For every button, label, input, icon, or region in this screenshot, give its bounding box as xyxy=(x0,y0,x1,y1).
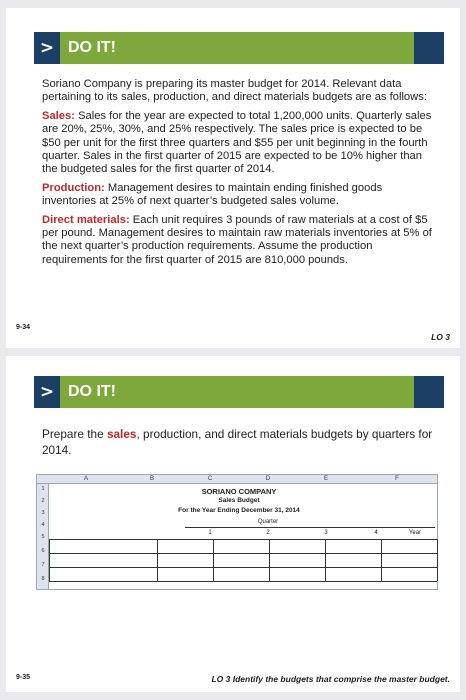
prompt-text-end: , production, and direct materials budgets by quarters for 2014. xyxy=(42,427,433,457)
chevron-right-icon: > xyxy=(34,32,60,64)
row-header: 4 xyxy=(41,522,45,528)
column-headers xyxy=(37,475,437,484)
row-header: 2 xyxy=(41,498,45,504)
row-header: 1 xyxy=(41,486,45,492)
quarter-label: Quarter xyxy=(257,519,279,525)
sales-budget-worksheet xyxy=(36,474,438,590)
budget-name: Sales Budget xyxy=(218,497,260,504)
slide-9-34 xyxy=(6,8,460,348)
learning-objective: LO 3 xyxy=(431,332,450,342)
do-it-banner xyxy=(34,376,444,408)
banner-title: DO IT! xyxy=(68,39,116,56)
column-header: F xyxy=(395,476,399,482)
learning-objective: LO 3 Identify the budgets that comprise the master budget. xyxy=(211,674,450,684)
row-header: 7 xyxy=(41,562,45,568)
quarter-3: 3 xyxy=(324,530,328,536)
row-header: 6 xyxy=(41,548,45,554)
column-header: C xyxy=(207,476,213,482)
column-header: D xyxy=(265,476,271,482)
production-label: Production: xyxy=(42,181,105,194)
company-name: SORIANO COMPANY xyxy=(201,487,277,496)
column-header: A xyxy=(83,476,88,482)
quarter-1: 1 xyxy=(208,530,212,536)
banner-title: DO IT! xyxy=(68,383,116,400)
row-header: 5 xyxy=(41,534,45,540)
banner-accent-block xyxy=(414,32,444,64)
budget-period: For the Year Ending December 31, 2014 xyxy=(178,507,300,514)
intro-paragraph: Soriano Company is preparing its master budget for 2014. Relevant data pertaining to its sales, production, and direct materials budgets are as follows: xyxy=(42,78,427,104)
column-header: E xyxy=(323,476,328,482)
exercise-prompt xyxy=(42,426,434,458)
quarter-rule xyxy=(185,527,435,528)
production-text: Management desires to maintain ending finished goods inventories at 25% of next quarter’s budgeted sales volume. xyxy=(42,181,383,208)
production-paragraph xyxy=(42,182,434,209)
slide-9-35 xyxy=(6,356,460,692)
banner-accent-block xyxy=(414,376,444,408)
page-number: 9-35 xyxy=(16,674,31,681)
quarter-4: 4 xyxy=(374,530,378,536)
year-label: Year xyxy=(408,530,422,536)
sales-label: Sales: xyxy=(42,109,75,122)
problem-text xyxy=(42,78,434,272)
materials-label: Direct materials: xyxy=(42,213,130,226)
do-it-banner xyxy=(34,32,444,64)
chevron-right-icon: > xyxy=(34,376,60,408)
sales-text: Sales for the year are expected to total 1,200,000 units. Quarterly sales are 20%, 25%, 30%, and 25% respectively. The sales price is expected to be $50 per unit for the first three quarters and $55 per unit beginning in the fourth quarter. Sales in the first quarter of 2015 are expected to be 10% higher than the budgeted sales for the first quarter of 2014. xyxy=(42,109,432,176)
sales-paragraph xyxy=(42,110,434,177)
quarter-2: 2 xyxy=(266,530,270,536)
row-headers xyxy=(37,484,49,589)
row-header: 8 xyxy=(41,576,45,582)
prompt-highlight: sales xyxy=(106,427,137,441)
materials-paragraph xyxy=(42,214,434,268)
column-header: B xyxy=(149,476,154,482)
materials-text: Each unit requires 3 pounds of raw materials at a cost of $5 per pound. Management desires to maintain raw materials inventories at 5% of the next quarter’s production requirements. Assume the production requirements for the first quarter of 2015 are 810,000 pounds. xyxy=(42,213,432,266)
prompt-text: Prepare the xyxy=(42,427,107,441)
page-number: 9-34 xyxy=(16,324,31,331)
row-header: 3 xyxy=(41,510,45,516)
